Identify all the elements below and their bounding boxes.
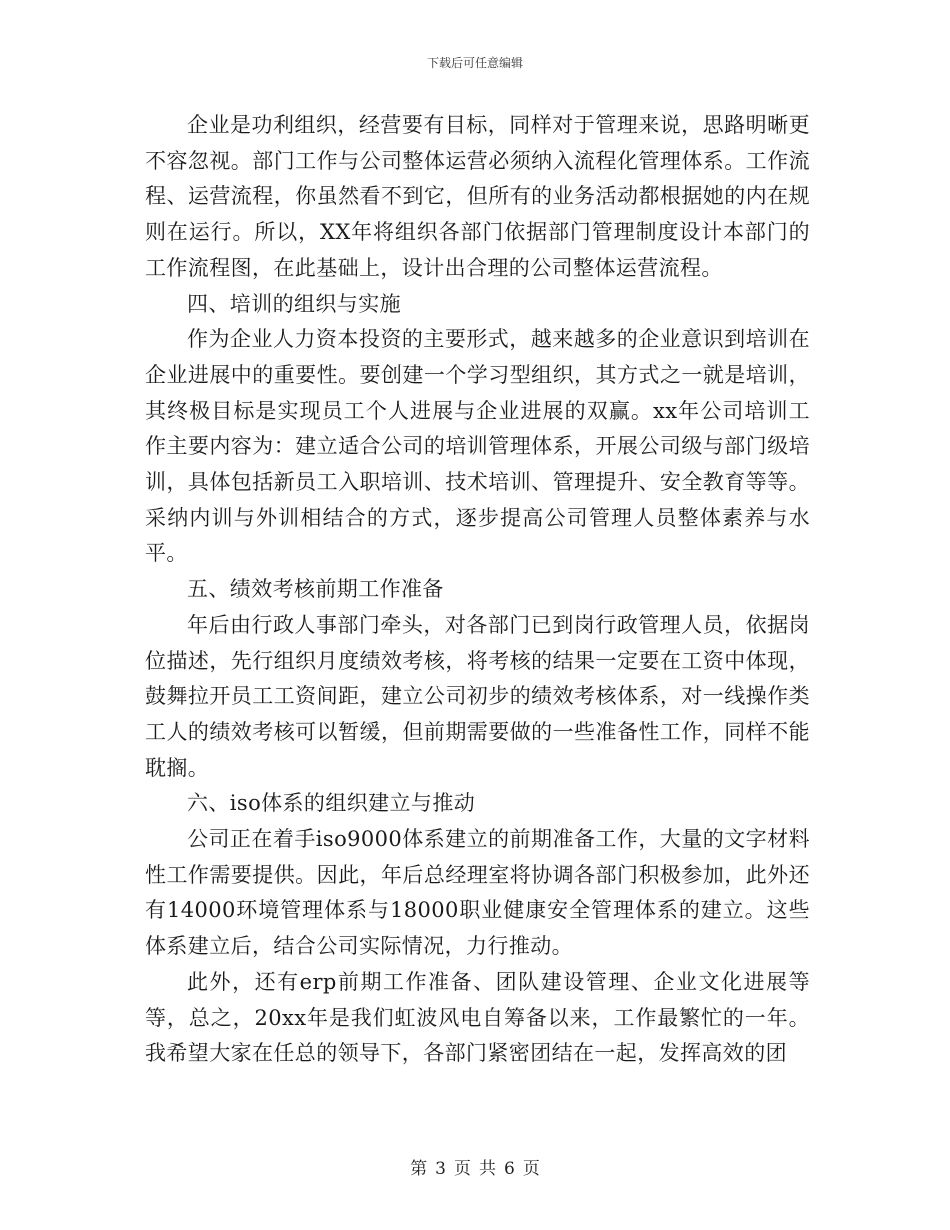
paragraph-training: 作为企业人力资本投资的主要形式，越来越多的企业意识到培训在企业进展中的重要性。要创建一个学习型组织，其方式之一就是培训，其终极目标是实现员工个人进展与企业进展的双赢。xx年公司培训工作主要内容为：建立适合公司的培训管理体系，开展公司级与部门级培训，具体包括新员工入职培训、技术培训、管理提升、安全教育等等。采纳内训与外训相结合的方式，逐步提高公司管理人员整体素养与水平。	[145, 327, 810, 566]
paragraph-process-management: 企业是功利组织，经营要有目标，同样对于管理来说，思路明晰更不容忽视。部门工作与公司整体运营必须纳入流程化管理体系。工作流程、运营流程，你虽然看不到它，但所有的业务活动都根据她的内在规则在运行。所以，XX年将组织各部门依据部门管理制度设计本部门的工作流程图，在此基础上，设计出合理的公司整体运营流程。	[145, 113, 810, 280]
footer-page-word: 页	[454, 1159, 471, 1179]
paragraph-conclusion: 此外，还有erp前期工作准备、团队建设管理、企业文化进展等等，总之，20xx年是我们虹波风电自筹备以来，工作最繁忙的一年。我希望大家在任总的领导下，各部门紧密团结在一起，发挥高效的团	[145, 969, 810, 1066]
current-page-number: 3	[435, 1159, 446, 1179]
section-heading-iso: 六、iso体系的组织建立与推动	[187, 791, 476, 816]
page-number-footer	[0, 1154, 950, 1179]
footer-total-word: 共	[479, 1159, 496, 1179]
footer-prefix: 第	[410, 1159, 428, 1179]
document-body	[145, 108, 810, 1072]
paragraph-iso: 公司正在着手iso9000体系建立的前期准备工作，大量的文字材料性工作需要提供。因此，年后总经理室将协调各部门积极参加，此外还有14000环境管理体系与18000职业健康安全管理体系的建立。这些体系建立后，结合公司实际情况，力行推动。	[145, 827, 810, 959]
total-page-count: 6	[504, 1159, 515, 1179]
section-heading-training: 四、培训的组织与实施	[187, 291, 401, 316]
page-header: 下载后可任意编辑	[426, 56, 523, 70]
section-heading-performance: 五、绩效考核前期工作准备	[187, 577, 444, 602]
footer-suffix: 页	[522, 1159, 540, 1179]
paragraph-performance: 年后由行政人事部门牵头，对各部门已到岗行政管理人员，依据岗位描述，先行组织月度绩效考核，将考核的结果一定要在工资中体现，鼓舞拉开员工工资间距，建立公司初步的绩效考核体系，对一线操作类工人的绩效考核可以暂缓，但前期需要做的一些准备性工作，同样不能耽搁。	[145, 612, 810, 780]
